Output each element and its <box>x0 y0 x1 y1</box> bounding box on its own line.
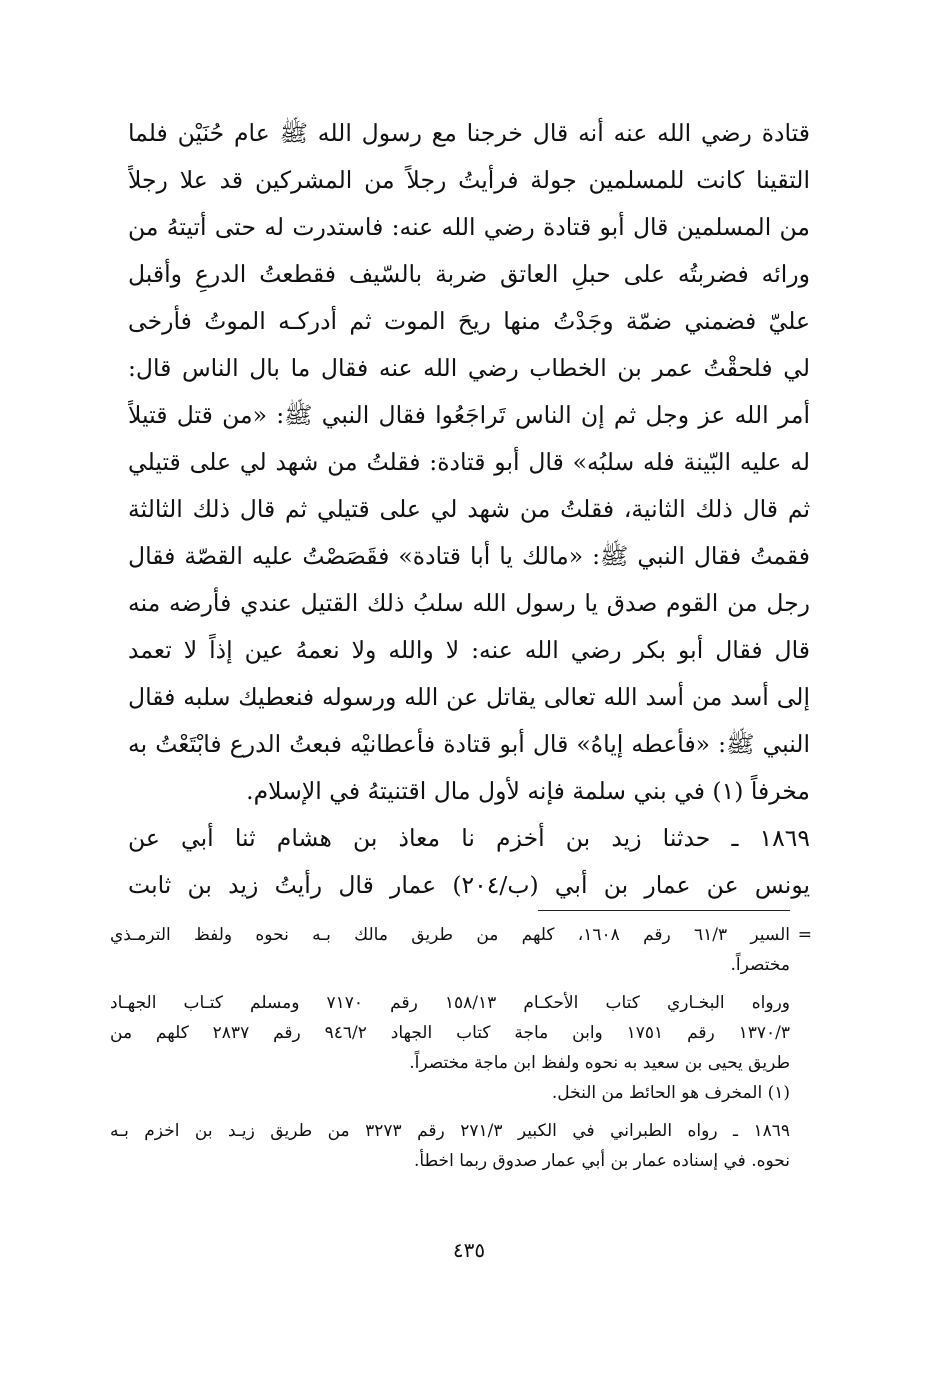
footnote-line: السير ٦١/٣ رقم ١٦٠٨، كلهم من طريق مالك بـه نحوه ولفظ الترمـذي <box>110 925 790 945</box>
text-line: له عليه البّينة فله سلبُه» قال أبو قتادة: فقلتُ من شهد لي على قتيلي <box>128 448 810 476</box>
text-line: ثم قال ذلك الثانية، فقلتُ من شهد لي على قتيلي ثم قال ذلك الثالثة <box>128 495 810 523</box>
footnote-line: طريق يحيى بن سعيد به نحوه ولفظ ابن ماجة مختصراً. <box>409 1053 790 1073</box>
text-line: قال فقال أبو بكر رضي الله عنه: لا والله ولا نعمهُ عين إذاً لا تعمد <box>128 636 810 664</box>
text-line: من المسلمين قال أبو قتادة رضي الله عنه: فاستدرت له حتى أتيتهُ من <box>128 213 810 241</box>
text-line: التقينا كانت للمسلمين جولة فرأيتُ رجلاً من المشركين قد علا رجلاً <box>128 166 810 194</box>
text-line: مخرفاً (١) في بني سلمة فإنه لأول مال اقتنيتهُ في الإسلام. <box>246 777 810 805</box>
footnote-line: نحوه. في إسناده عمار بن أبي عمار صدوق ربما اخطأ. <box>414 1151 790 1171</box>
text-line: ورائه فضربتُه على حبلِ العاتق ضربة بالسّيف فقطعتُ الدرعِ وأقبل <box>128 260 810 288</box>
text-line: إلى أسد من أسد الله تعالى يقاتل عن الله ورسوله فنعطيك سلبه فقال <box>128 683 810 711</box>
footnote-line: ١٣٧٠/٣ رقم ١٧٥١ وابن ماجة كتاب الجهاد ٩٤٦/٢ رقم ٢٨٣٧ كلهم من <box>110 1023 790 1043</box>
text-line: النبي ﷺ: «فأعطه إياهُ» قال أبو قتادة فأعطانيْه فبعتُ الدرع فابْتَعْتُ به <box>128 730 810 758</box>
continuation-marker: = <box>797 925 812 945</box>
text-line: عليّ فضمني ضمّة وجَدْتُ منها ريحَ الموت ثم أدركـه الموتُ فأرخى <box>128 307 810 335</box>
hadith-heading-line: ١٨٦٩ ـ حدثنا زيد بن أخزم نا معاذ بن هشام ثنا أبي عن <box>128 824 810 852</box>
footnote-separator <box>538 910 790 911</box>
footnote-line: (١) المخرف هو الحائط من النخل. <box>551 1083 790 1103</box>
text-line: أمر الله عز وجل ثم إن الناس تَراجَعُوا فقال النبي ﷺ: «من قتل قتيلاً <box>128 401 810 429</box>
main-text-block <box>128 110 810 909</box>
footnote-line: ١٨٦٩ ـ رواه الطبراني في الكبير ٢٧١/٣ رقم ٣٢٧٣ من طريق زيـد بن اخزم بـه <box>110 1121 790 1141</box>
footnotes-block <box>110 920 812 1176</box>
page-number: ٤٣٥ <box>452 1238 486 1262</box>
text-line: يونس عن عمار بن أبي (ب/٢٠٤) عمار قال رأيتُ زيد بن ثابت <box>128 871 810 899</box>
footnote-line: مختصراً. <box>730 955 790 975</box>
text-line: لي فلحقْتُ عمر بن الخطاب رضي الله عنه فقال ما بال الناس قال: <box>128 354 810 382</box>
text-line: رجل من القوم صدق يا رسول الله سلبُ ذلك القتيل عندي فأرضه منه <box>128 589 810 617</box>
footnote-line: ورواه البخـاري كتاب الأحكـام ١٥٨/١٣ رقم ٧١٧٠ ومسلم كتـاب الجهـاد <box>110 993 790 1013</box>
text-line: قتادة رضي الله عنه أنه قال خرجنا مع رسول الله ﷺ عام حُنَيْن فلما <box>128 119 810 147</box>
text-line: فقمتُ فقال النبي ﷺ: «مالك يا أبا قتادة» فقَصَصْتُ عليه القصّة فقال <box>128 542 810 570</box>
